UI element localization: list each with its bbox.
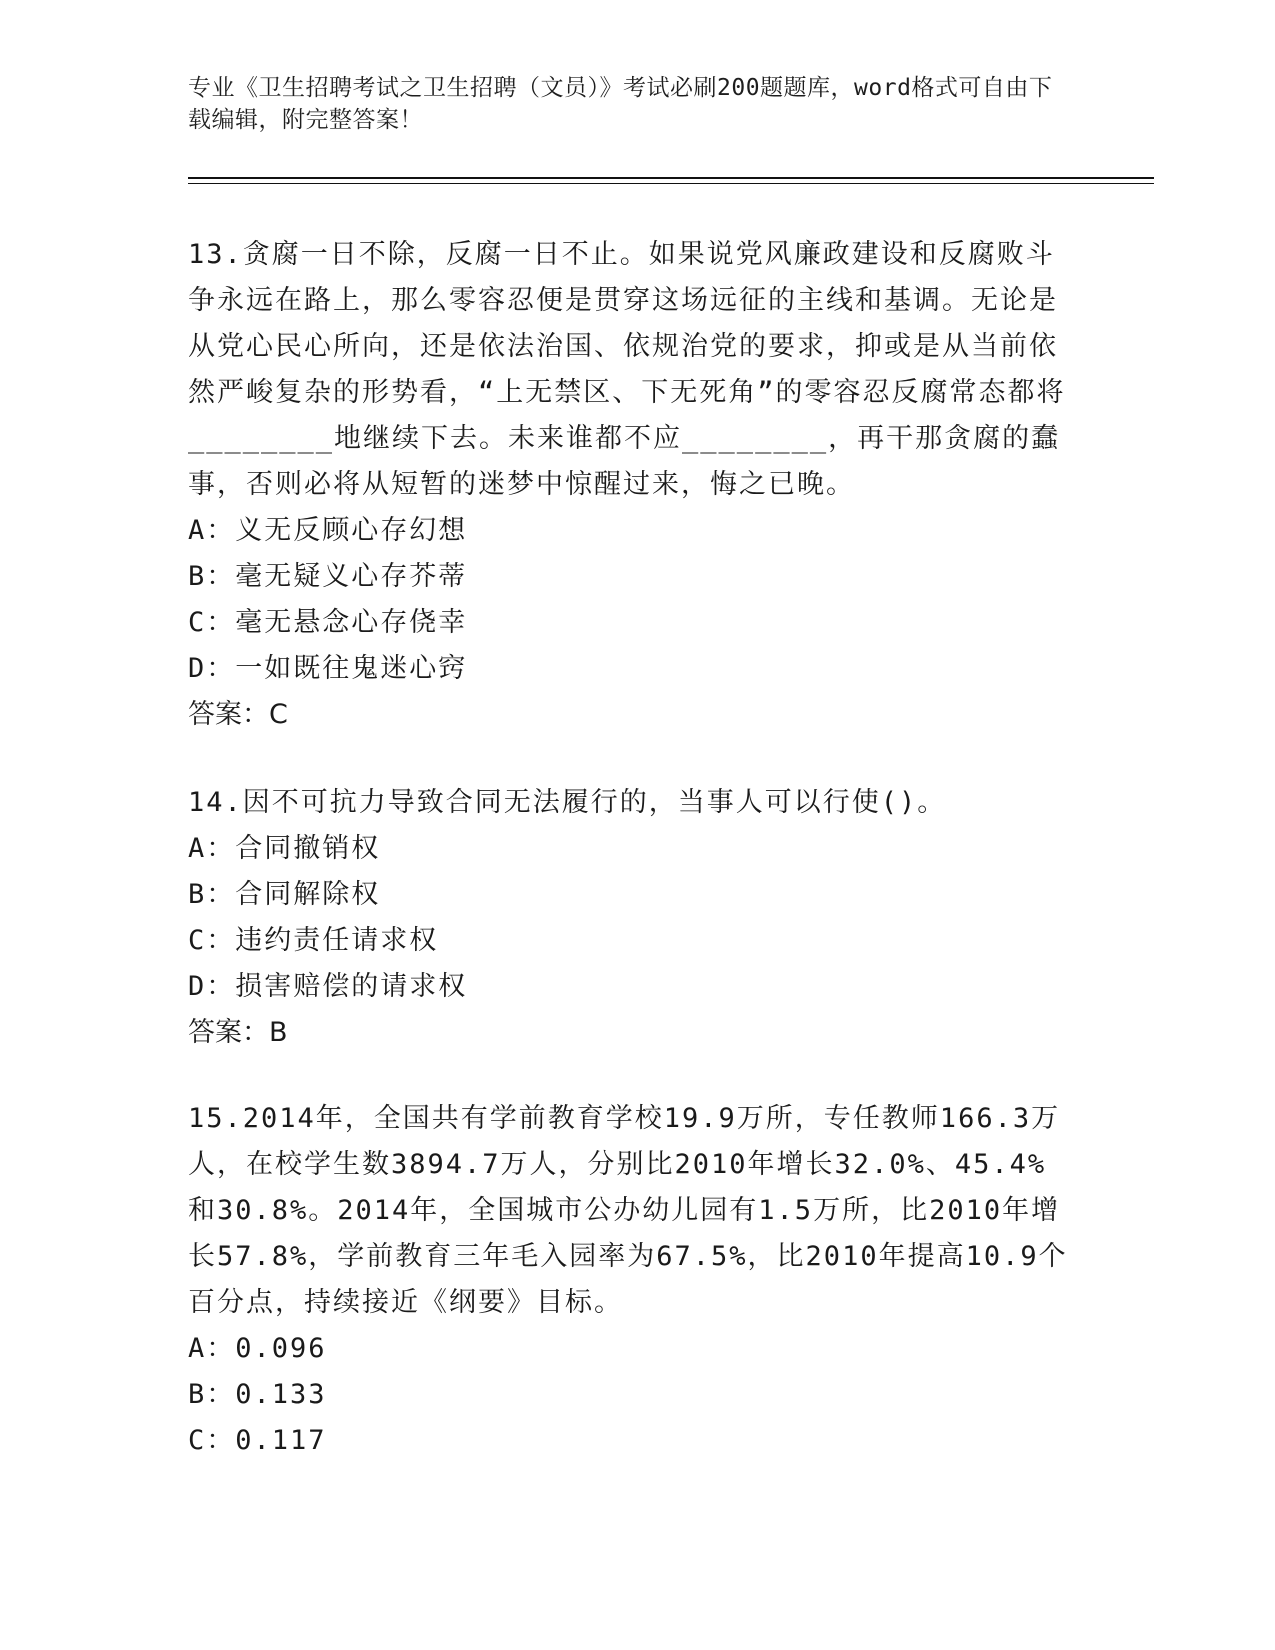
question-13-option-c: C：毫无悬念心存侥幸 [188, 607, 468, 638]
question-13-stem: 13.贪腐一日不除，反腐一日不止。如果说党风廉政建设和反腐败斗争永远在路上，那么零容忍便是贯穿这场远征的主线和基调。无论是从党心民心所向，还是依法治国、依规治党的要求，抑或是从当前依然严峻复杂的形势看，“上无禁区、下无死角”的零容忍反腐常态都将________地继续下去。未来谁都不应________，再干那贪腐的蠢事，否则必将从短暂的迷梦中惊醒过来，悔之已晚。 [188, 239, 1066, 500]
header-divider-thick [188, 177, 1154, 179]
question-14-answer: 答案：B [188, 1017, 288, 1048]
question-14-option-c: C：违约责任请求权 [188, 925, 439, 956]
document-header: 专业《卫生招聘考试之卫生招聘（文员）》考试必刷200题题库，word格式可自由下载编辑，附完整答案！ [188, 75, 1053, 133]
question-15-option-b: B：0.133 [188, 1379, 327, 1410]
question-14-option-a: A：合同撤销权 [188, 833, 381, 864]
header-divider-thin [188, 183, 1154, 184]
question-13-option-b: B：毫无疑义心存芥蒂 [188, 561, 468, 592]
question-15-option-c: C：0.117 [188, 1425, 327, 1456]
question-14-option-d: D：损害赔偿的请求权 [188, 971, 468, 1002]
question-15-option-a: A：0.096 [188, 1333, 327, 1364]
question-13-answer: 答案：C [188, 699, 288, 730]
question-14-option-b: B：合同解除权 [188, 879, 381, 910]
question-14 [188, 780, 1068, 1056]
question-13-option-a: A：义无反顾心存幻想 [188, 515, 468, 546]
question-15 [188, 1096, 1068, 1464]
question-13 [188, 232, 1068, 738]
question-15-stem: 15.2014年，全国共有学前教育学校19.9万所，专任教师166.3万人，在校学生数3894.7万人，分别比2010年增长32.0%、45.4%和30.8%。2014年，全国城市公办幼儿园有1.5万所，比2010年增长57.8%，学前教育三年毛入园率为67.5%，比2010年提高10.9个百分点，持续接近《纲要》目标。 [188, 1103, 1068, 1318]
question-14-stem: 14.因不可抗力导致合同无法履行的，当事人可以行使()。 [188, 787, 947, 818]
question-13-option-d: D：一如既往鬼迷心窍 [188, 653, 468, 684]
